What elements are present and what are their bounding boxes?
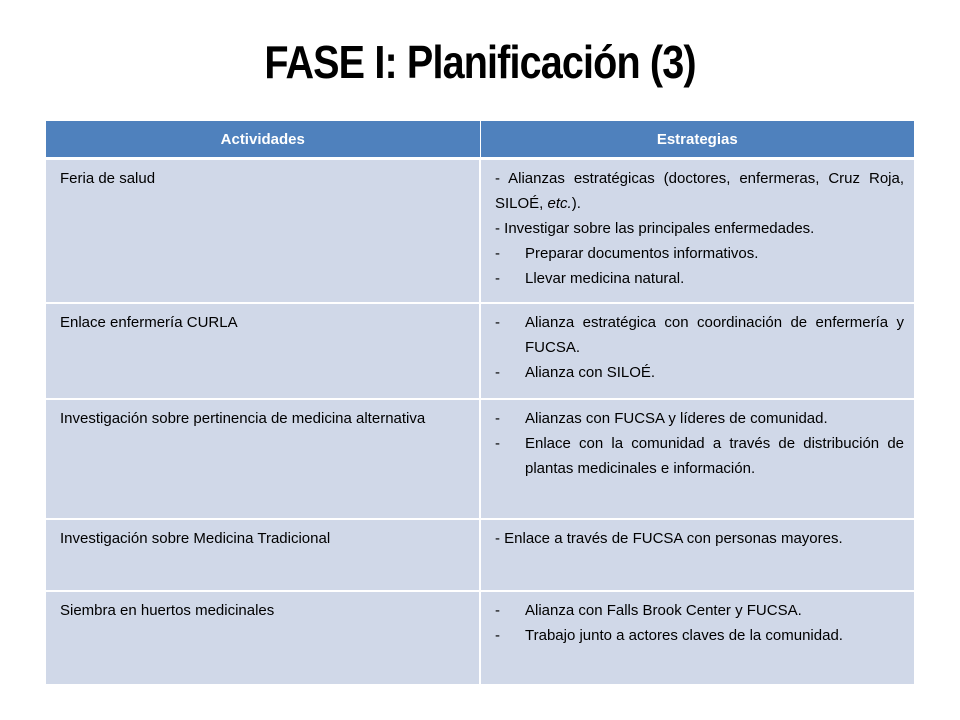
strategy-text: - Alianzas estratégicas (doctores, enfermeras, Cruz Roja, SILOÉ, etc.). (495, 170, 904, 212)
table-row (46, 303, 914, 399)
strategy-bullet: - Alianzas con FUCSA y líderes de comunidad. (495, 410, 828, 427)
activity-cell: Enlace enfermería CURLA (46, 303, 480, 399)
strategy-text: - Investigar sobre las principales enfermedades. (495, 220, 815, 237)
activities-strategies-table (46, 121, 914, 686)
table-row (46, 399, 914, 519)
header-activities: Actividades (46, 121, 480, 159)
strategy-cell (480, 591, 914, 685)
header-strategies: Estrategias (480, 121, 914, 159)
table-row (46, 591, 914, 685)
activity-cell: Investigación sobre Medicina Tradicional (46, 519, 480, 591)
strategy-cell (480, 519, 914, 591)
strategy-text: - Enlace a través de FUCSA con personas mayores. (495, 530, 843, 547)
strategy-bullet: - Alianza con SILOÉ. (495, 364, 656, 381)
strategy-cell (480, 159, 914, 304)
strategy-bullet: - Trabajo junto a actores claves de la comunidad. (495, 627, 843, 644)
activity-cell: Siembra en huertos medicinales (46, 591, 480, 685)
activity-cell: Feria de salud (46, 159, 480, 304)
strategy-cell (480, 303, 914, 399)
strategy-bullet: - Alianza estratégica con coordinación de enfermería y FUCSA. (495, 314, 904, 356)
table-row (46, 519, 914, 591)
strategy-bullet: - Preparar documentos informativos. (495, 245, 759, 262)
activity-cell: Investigación sobre pertinencia de medicina alternativa (46, 399, 480, 519)
strategy-bullet: - Llevar medicina natural. (495, 270, 685, 287)
table-header-row (46, 121, 914, 159)
strategy-cell (480, 399, 914, 519)
table-row (46, 159, 914, 304)
activities-table-container (46, 121, 914, 686)
strategy-bullet: - Alianza con Falls Brook Center y FUCSA. (495, 602, 802, 619)
slide-title: FASE I: Planificación (3) (264, 36, 696, 88)
strategy-bullet: - Enlace con la comunidad a través de distribución de plantas medicinales e información. (495, 435, 904, 477)
